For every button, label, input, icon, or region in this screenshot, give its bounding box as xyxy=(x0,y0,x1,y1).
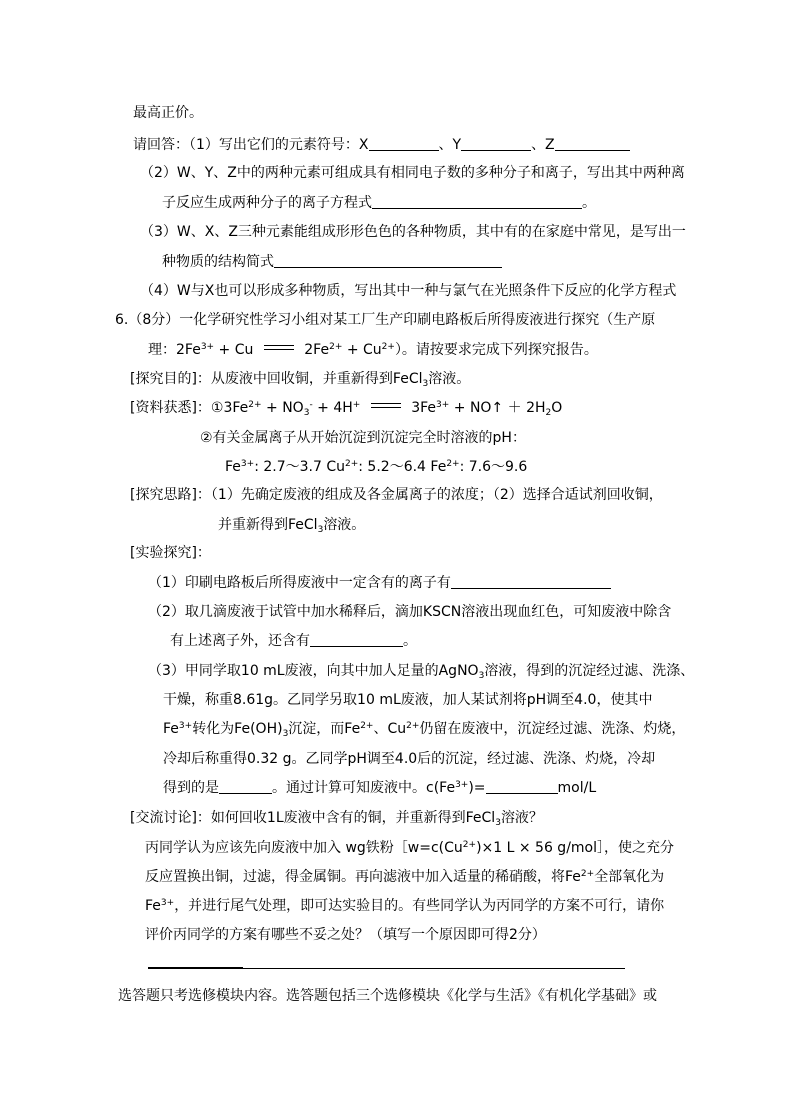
text-line xyxy=(148,341,598,359)
text-line xyxy=(133,136,630,154)
text-segment: 理：2Fe xyxy=(148,342,201,358)
text-segment: 。 xyxy=(403,633,417,649)
text-line xyxy=(145,868,664,886)
text-segment: [交流讨论]：如何回收1L废液中含有的铜，并重新得到FeCl xyxy=(130,810,496,826)
superscript: - xyxy=(309,400,313,410)
text-line xyxy=(140,282,676,300)
subscript: 3 xyxy=(495,818,501,828)
text-segment: 选答题只考选修模块内容。选答题包括三个选修模块《化学与生活》《有机化学基础》或 xyxy=(118,988,657,1004)
text-segment: （2）取几滴废液于试管中加水稀释后，滴加KSCN溶液出现血红色，可知废液中除含 xyxy=(148,604,672,620)
text-line xyxy=(162,253,502,271)
text-segment: 得到的是 xyxy=(163,780,219,796)
superscript: 2+ xyxy=(381,342,395,352)
text-segment: 最高正价。 xyxy=(133,105,203,121)
answer-blank xyxy=(274,253,502,268)
text-segment: 6.（8分）一化学研究性学习小组对某工厂生产印刷电路板后所得废液进行探究（生产原 xyxy=(115,312,656,328)
text-segment xyxy=(360,400,364,416)
text-segment: Fe xyxy=(163,721,179,737)
text-line xyxy=(148,574,611,592)
superscript: 2+ xyxy=(344,459,359,469)
text-segment: 种物质的结构简式 xyxy=(162,254,274,270)
text-segment: : 5.2～6.4 Fe xyxy=(358,459,447,475)
text-line xyxy=(130,809,543,827)
answer-blank xyxy=(372,194,582,209)
superscript: 3+ xyxy=(178,721,193,731)
text-line xyxy=(163,750,655,768)
superscript: 3+ xyxy=(436,400,450,410)
superscript: 3+ xyxy=(455,780,469,790)
text-segment: 溶液？ xyxy=(500,810,543,826)
text-segment: : 2.7～3.7 Cu xyxy=(254,459,345,475)
text-segment: 沉淀，而Fe xyxy=(288,721,361,737)
answer-blank xyxy=(555,136,630,151)
superscript: 2+ xyxy=(360,721,374,731)
text-line xyxy=(140,223,686,241)
text-segment: 3Fe xyxy=(406,400,437,416)
text-segment: 请回答：（1）写出它们的元素符号：X xyxy=(133,137,369,153)
text-segment: Fe xyxy=(225,459,241,475)
answer-blank xyxy=(486,779,558,794)
text-segment: 、Cu xyxy=(373,721,407,737)
text-line xyxy=(218,516,365,534)
text-segment: [探究思路]：（1）先确定废液的组成及各金属离子的浓度；（2）选择合适试剂回收铜， xyxy=(130,487,663,503)
text-segment: 反应置换出铜，过滤，得金属铜。再向滤液中加入适量的稀硝酸，将Fe xyxy=(145,869,581,885)
text-line xyxy=(133,104,203,122)
text-segment: 。通过计算可知废液中。c(Fe xyxy=(272,780,456,796)
text-segment: 转化为Fe(OH) xyxy=(192,721,283,737)
text-segment: 全部氧化为 xyxy=(594,869,665,885)
text-line xyxy=(163,720,685,738)
text-segment: mol/L xyxy=(557,780,597,796)
text-segment: 有上述离子外，还含有 xyxy=(170,633,310,649)
text-segment: O xyxy=(551,400,563,416)
text-line xyxy=(148,603,671,621)
text-segment: 评价丙同学的方案有哪些不妥之处？（填写一个原因即可得2分） xyxy=(145,927,546,943)
text-segment: : 7.6～9.6 xyxy=(459,459,528,475)
superscript: 2+ xyxy=(580,869,595,879)
answer-blank xyxy=(219,779,272,794)
superscript: 2+ xyxy=(446,459,460,469)
text-segment: + NO xyxy=(261,400,304,416)
subscript: 3 xyxy=(303,408,310,418)
superscript: 2+ xyxy=(462,840,477,850)
text-segment: （4）W与X也可以形成多种物质，写出其中一种与氯气在光照条件下反应的化学方程式 xyxy=(140,283,677,299)
text-line xyxy=(162,194,596,212)
superscript: 3+ xyxy=(240,459,255,469)
text-segment: + 4H xyxy=(312,400,353,416)
text-line xyxy=(140,164,685,182)
text-line xyxy=(148,662,694,680)
text-line xyxy=(170,632,417,650)
answer-blank-line xyxy=(148,968,625,969)
text-segment: 溶液。 xyxy=(428,371,471,387)
superscript: 2+ xyxy=(329,342,343,352)
text-segment: 溶液。 xyxy=(323,517,366,533)
subscript: 3 xyxy=(282,729,289,739)
text-segment: （1）印刷电路板后所得废液中一定含有的离子有 xyxy=(148,575,451,591)
text-segment: ②有关金属离子从开始沉淀到沉淀完全时溶液的pH： xyxy=(200,430,526,446)
equals-sign xyxy=(264,345,294,350)
text-line xyxy=(115,311,655,329)
superscript: + xyxy=(352,400,361,410)
text-segment: + Cu xyxy=(214,342,258,358)
text-segment: 溶液，得到的沉淀经过滤、洗涤、 xyxy=(484,663,695,679)
text-segment: （2）W、Y、Z中的两种元素可组成具有相同电子数的多种分子和离子，写出其中两种离 xyxy=(140,165,685,181)
text-segment: )×1 L × 56 g/mol］，使之充分 xyxy=(476,840,675,856)
superscript: 3+ xyxy=(200,342,215,352)
text-line xyxy=(145,897,664,915)
text-segment: )= xyxy=(468,780,486,796)
text-segment: 干燥，称重8.61g。乙同学另取10 mL废液，加人某试剂将pH调至4.0，使其中 xyxy=(163,692,653,708)
answer-blank xyxy=(451,574,611,589)
text-line xyxy=(118,987,657,1005)
text-segment: 并重新得到FeCl xyxy=(218,517,318,533)
text-segment: [实验探究]： xyxy=(130,545,211,561)
superscript: 2+ xyxy=(248,400,262,410)
text-line xyxy=(130,544,211,562)
text-segment: 子反应生成两种分子的离子方程式 xyxy=(162,195,372,211)
text-segment: 丙同学认为应该先向废液中加入 wg铁粉［w=c(Cu xyxy=(145,840,463,856)
subscript: 3 xyxy=(422,379,429,389)
text-segment: [探究目的]：从废液中回收铜，并重新得到FeCl xyxy=(130,371,423,387)
text-segment: 2Fe xyxy=(299,342,330,358)
equals-sign xyxy=(371,403,401,408)
text-line xyxy=(163,779,596,797)
subscript: 2 xyxy=(545,408,552,418)
text-line xyxy=(130,486,663,504)
text-segment: [资料获悉]：①3Fe xyxy=(130,400,249,416)
text-segment: ）。请按要求完成下列探究报告。 xyxy=(394,342,598,358)
text-segment: + Cu xyxy=(342,342,382,358)
text-line xyxy=(130,370,470,388)
text-segment: 、Y xyxy=(438,137,462,153)
text-segment: + NO↑ ＋ 2H xyxy=(449,400,546,416)
text-line xyxy=(130,399,562,417)
superscript: 3+ xyxy=(160,898,175,908)
subscript: 3 xyxy=(478,671,485,681)
answer-blank xyxy=(369,136,439,151)
text-segment: 、Z xyxy=(531,137,555,153)
text-line xyxy=(145,926,546,944)
text-line xyxy=(225,458,527,476)
answer-blank xyxy=(310,632,403,647)
text-line xyxy=(145,839,674,857)
text-segment: （3）甲同学取10 mL废液，向其中加人足量的AgNO xyxy=(148,663,479,679)
text-segment: 仍留在废液中，沉淀经过滤、洗涤、灼烧， xyxy=(419,721,686,737)
superscript: 2+ xyxy=(406,721,420,731)
text-line xyxy=(163,691,652,709)
text-segment: ，并进行尾气处理，即可达实验目的。有些同学认为丙同学的方案不可行，请你 xyxy=(174,898,665,914)
answer-blank xyxy=(461,136,531,151)
text-line xyxy=(200,429,526,447)
text-segment: 冷却后称重得0.32 g。乙同学pH调至4.0后的沉淀，经过滤、洗涤、灼烧，冷却 xyxy=(163,751,656,767)
text-segment: Fe xyxy=(145,898,161,914)
subscript: 3 xyxy=(317,525,324,535)
text-segment: 。 xyxy=(582,195,596,211)
text-segment: （3）W、X、Z三种元素能组成形形色色的各种物质，其中有的在家庭中常见，是写出一 xyxy=(140,224,686,240)
